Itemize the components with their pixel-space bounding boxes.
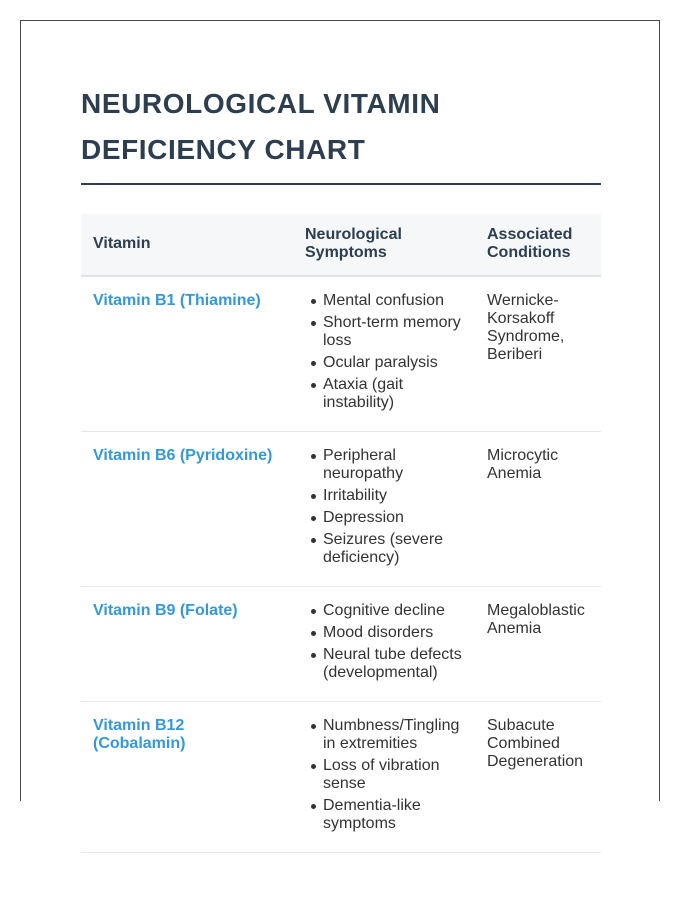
condition-text: Wernicke-Korsakoff Syndrome, Beriberi <box>487 292 565 363</box>
symptom-item: Neural tube defects (developmental) <box>323 646 462 681</box>
conditions-cell <box>475 432 601 587</box>
symptom-list <box>305 292 463 412</box>
vitamin-cell <box>81 587 293 702</box>
symptoms-cell <box>293 432 475 587</box>
condition-text: Microcytic Anemia <box>487 447 559 482</box>
symptom-item: Numbness/Tingling in extremities <box>323 717 463 753</box>
symptom-item: Short-term memory loss <box>323 314 463 350</box>
table-header-row <box>81 214 601 276</box>
symptom-item: Dementia-like symptoms <box>323 797 463 833</box>
symptoms-cell <box>293 276 475 432</box>
symptom-item: Seizures (severe deficiency) <box>323 531 463 567</box>
conditions-cell <box>475 702 601 853</box>
vitamin-cell <box>81 432 293 587</box>
condition-text: Megaloblastic Anemia <box>487 602 585 637</box>
table-header <box>81 214 601 276</box>
symptom-item: Mental confusion <box>323 292 463 310</box>
symptom-item: Ocular paralysis <box>323 354 463 372</box>
symptom-item: Depression <box>323 509 463 527</box>
symptom-item: Mood disorders <box>323 624 463 642</box>
conditions-cell <box>475 587 601 702</box>
document-content <box>81 81 601 853</box>
symptoms-cell <box>293 702 475 853</box>
vitamin-name: Vitamin B9 (Folate) <box>93 602 238 619</box>
vitamin-cell <box>81 276 293 432</box>
table-body <box>81 276 601 853</box>
column-header-symptoms: Neurological Symptoms <box>293 214 475 276</box>
symptom-list <box>305 602 463 682</box>
deficiency-table <box>81 214 601 853</box>
symptoms-cell <box>293 587 475 702</box>
table-row <box>81 276 601 432</box>
document-page <box>20 20 660 832</box>
vitamin-name: Vitamin B12 (Cobalamin) <box>93 717 186 752</box>
table-row <box>81 432 601 587</box>
vitamin-cell <box>81 702 293 853</box>
table-row <box>81 587 601 702</box>
symptom-item: Irritability <box>323 487 463 505</box>
symptom-item: Peripheral neuropathy <box>323 447 463 483</box>
vitamin-name: Vitamin B1 (Thiamine) <box>93 292 261 309</box>
table-row <box>81 702 601 853</box>
symptom-item: Ataxia (gait instability) <box>323 376 463 412</box>
column-header-vitamin: Vitamin <box>81 214 293 276</box>
symptom-item: Cognitive decline <box>323 602 463 620</box>
symptom-list <box>305 717 463 833</box>
condition-text: Subacute Combined Degeneration <box>487 717 584 770</box>
symptom-list <box>305 447 463 567</box>
page-title: NEUROLOGICAL VITAMIN DEFICIENCY CHART <box>81 81 601 185</box>
conditions-cell <box>475 276 601 432</box>
vitamin-name: Vitamin B6 (Pyridoxine) <box>93 447 273 464</box>
column-header-conditions: Associated Conditions <box>475 214 601 276</box>
symptom-item: Loss of vibration sense <box>323 757 463 793</box>
